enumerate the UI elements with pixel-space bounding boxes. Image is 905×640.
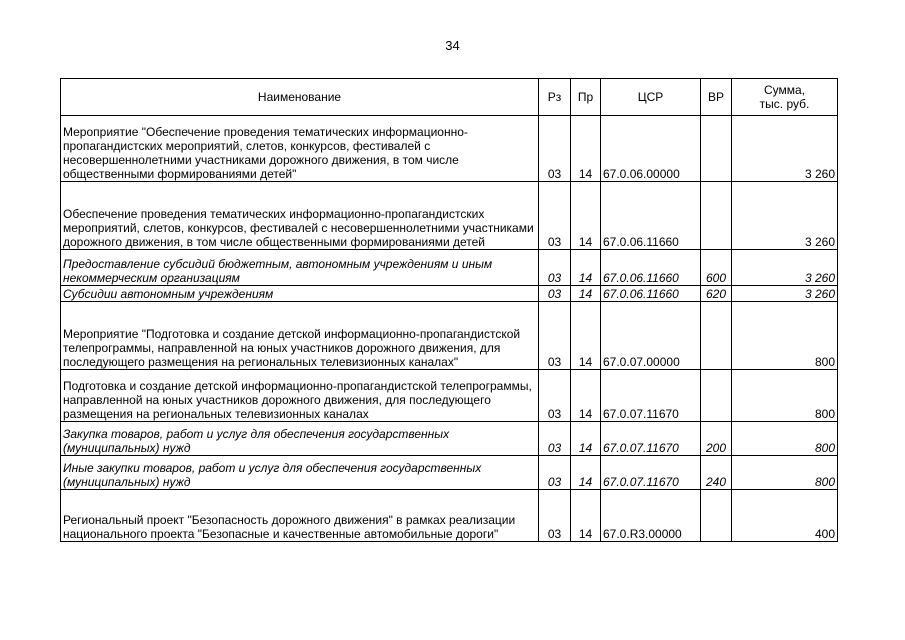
row-csr: 67.0.06.11660 — [601, 250, 701, 286]
row-csr: 67.0.07.00000 — [601, 302, 701, 370]
table-row — [61, 422, 838, 456]
table-header-row — [61, 79, 838, 116]
row-rz: 03 — [539, 370, 571, 422]
header-sum — [732, 79, 838, 116]
row-sum: 800 — [732, 422, 838, 456]
row-vr: 200 — [701, 422, 732, 456]
row-pr: 14 — [571, 302, 601, 370]
row-rz: 03 — [539, 422, 571, 456]
row-vr — [701, 182, 732, 250]
row-pr: 14 — [571, 422, 601, 456]
row-rz: 03 — [539, 250, 571, 286]
row-vr — [701, 116, 732, 182]
table-row — [61, 302, 838, 370]
row-pr: 14 — [571, 370, 601, 422]
header-pr: Пр — [571, 79, 601, 116]
table-row — [61, 116, 838, 182]
row-name: Мероприятие "Подготовка и создание детской информационно-пропагандистской телепрограммы, направленной на юных участников дорожного движения, для последующего размещения на региональных телевизионных каналах" — [61, 302, 539, 370]
row-csr: 67.0.R3.00000 — [601, 490, 701, 542]
header-csr: ЦСР — [601, 79, 701, 116]
row-csr: 67.0.06.11660 — [601, 182, 701, 250]
row-csr: 67.0.07.11670 — [601, 370, 701, 422]
row-rz: 03 — [539, 182, 571, 250]
table-row — [61, 286, 838, 302]
row-vr — [701, 490, 732, 542]
row-vr: 600 — [701, 250, 732, 286]
row-name: Иные закупки товаров, работ и услуг для обеспечения государственных (муниципальных) нужд — [61, 456, 539, 490]
table-row — [61, 182, 838, 250]
header-rz: Рз — [539, 79, 571, 116]
budget-table — [60, 78, 838, 542]
row-name: Обеспечение проведения тематических информационно-пропагандистских мероприятий, слетов, конкурсов, фестивалей с несовершеннолетними участниками дорожного движения, в том числе общественными формированиями детей — [61, 182, 539, 250]
row-pr: 14 — [571, 490, 601, 542]
row-csr: 67.0.07.11670 — [601, 456, 701, 490]
page-number: 34 — [445, 38, 460, 53]
row-sum: 800 — [732, 370, 838, 422]
row-name: Региональный проект "Безопасность дорожного движения" в рамках реализации национального проекта "Безопасные и качественные автомобильные дороги" — [61, 490, 539, 542]
row-vr: 620 — [701, 286, 732, 302]
row-sum: 400 — [732, 490, 838, 542]
table-row — [61, 490, 838, 542]
row-sum: 800 — [732, 302, 838, 370]
row-pr: 14 — [571, 250, 601, 286]
row-csr: 67.0.06.11660 — [601, 286, 701, 302]
header-sum-line2: тыс. руб. — [759, 97, 810, 111]
table-row — [61, 250, 838, 286]
header-sum-line1: Сумма, — [763, 83, 806, 97]
row-sum: 3 260 — [732, 116, 838, 182]
row-pr: 14 — [571, 456, 601, 490]
row-sum: 3 260 — [732, 286, 838, 302]
row-csr: 67.0.06.00000 — [601, 116, 701, 182]
row-sum: 3 260 — [732, 182, 838, 250]
table-row — [61, 370, 838, 422]
row-rz: 03 — [539, 302, 571, 370]
row-name: Субсидии автономным учреждениям — [61, 286, 539, 302]
header-name: Наименование — [61, 79, 539, 116]
row-vr: 240 — [701, 456, 732, 490]
row-vr — [701, 302, 732, 370]
row-name: Закупка товаров, работ и услуг для обеспечения государственных (муниципальных) нужд — [61, 422, 539, 456]
row-vr — [701, 370, 732, 422]
row-rz: 03 — [539, 456, 571, 490]
row-sum: 3 260 — [732, 250, 838, 286]
row-rz: 03 — [539, 116, 571, 182]
row-rz: 03 — [539, 286, 571, 302]
row-name: Предоставление субсидий бюджетным, автономным учреждениям и иным некоммерческим организациям — [61, 250, 539, 286]
row-name: Подготовка и создание детской информационно-пропагандистской телепрограммы, направленной на юных участников дорожного движения, для последующего размещения на региональных телевизионных каналах — [61, 370, 539, 422]
row-sum: 800 — [732, 456, 838, 490]
row-pr: 14 — [571, 116, 601, 182]
row-rz: 03 — [539, 490, 571, 542]
row-pr: 14 — [571, 286, 601, 302]
row-name: Мероприятие "Обеспечение проведения тематических информационно-пропагандистских мероприятий, слетов, конкурсов, фестивалей с несовершеннолетними участниками дорожного движения, в том числе общественными формированиями детей" — [61, 116, 539, 182]
header-vr: ВР — [701, 79, 732, 116]
row-pr: 14 — [571, 182, 601, 250]
table-row — [61, 456, 838, 490]
row-csr: 67.0.07.11670 — [601, 422, 701, 456]
